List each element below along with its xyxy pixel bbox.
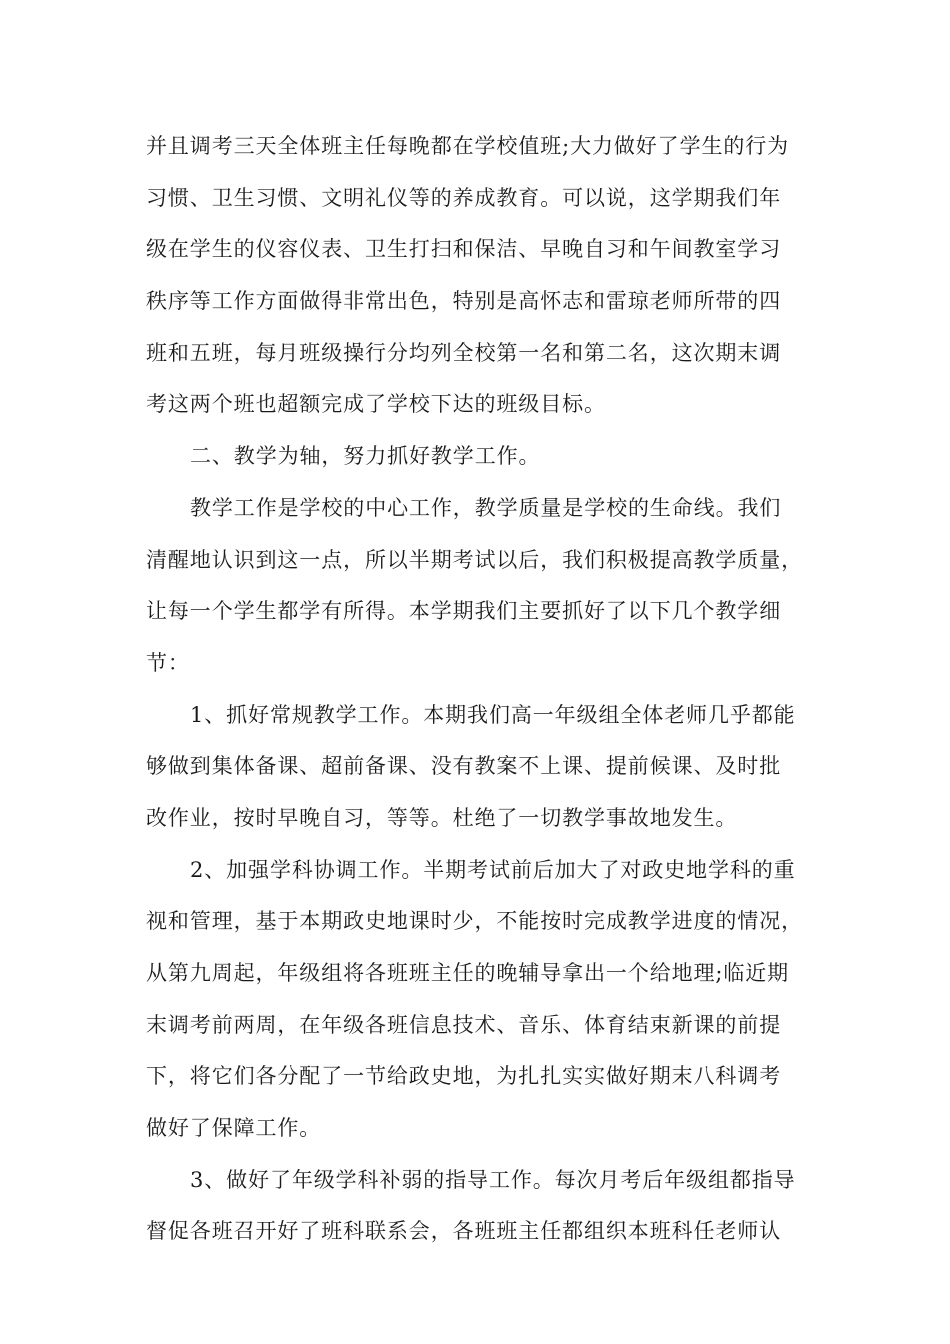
document-body xyxy=(146,130,816,1267)
text-line: 秩序等工作方面做得非常出色，特别是高怀志和雷琼老师所带的四 xyxy=(146,289,782,314)
text-line: 并且调考三天全体班主任每晚都在学校值班;大力做好了学生的行为 xyxy=(146,134,790,158)
text-line: 级在学生的仪容仪表、卫生打扫和保洁、早晚自习和午间教室学习 xyxy=(146,237,782,262)
text-line: 改作业，按时早晚自习，等等。杜绝了一切教学事故地发生。 xyxy=(146,805,738,830)
text-line: 清醒地认识到这一点，所以半期考试以后，我们积极提高教学质量， xyxy=(146,547,803,572)
text-line: 教学工作是学校的中心工作，教学质量是学校的生命线。我们 xyxy=(190,495,782,520)
text-line: 2、加强学科协调工作。半期考试前后加大了对政史地学科的重 xyxy=(190,857,796,882)
text-line: 让每一个学生都学有所得。本学期我们主要抓好了以下几个教学细 xyxy=(146,599,782,624)
text-line: 节： xyxy=(146,650,190,675)
text-line: 3、做好了年级学科补弱的指导工作。每次月考后年级组都指导 xyxy=(190,1167,796,1192)
text-line: 够做到集体备课、超前备课、没有教案不上课、提前候课、及时批 xyxy=(146,754,782,779)
text-line: 督促各班召开好了班科联系会，各班班主任都组织本班科任老师认 xyxy=(146,1219,782,1244)
text-line: 从第九周起，年级组将各班班主任的晚辅导拿出一个给地理;临近期 xyxy=(146,961,790,985)
text-line: 下，将它们各分配了一节给政史地，为扎扎实实做好期末八科调考 xyxy=(146,1064,782,1089)
section-heading: 二、教学为轴，努力抓好教学工作。 xyxy=(190,444,541,469)
text-line: 视和管理，基于本期政史地课时少，不能按时完成教学进度的情况， xyxy=(146,909,803,934)
text-line: 1、抓好常规教学工作。本期我们高一年级组全体老师几乎都能 xyxy=(190,702,796,727)
text-line: 考这两个班也超额完成了学校下达的班级目标。 xyxy=(146,392,606,417)
text-line: 末调考前两周，在年级各班信息技术、音乐、体育结束新课的前提 xyxy=(146,1012,782,1037)
text-line: 习惯、卫生习惯、文明礼仪等的养成教育。可以说，这学期我们年 xyxy=(146,185,782,210)
text-line: 班和五班，每月班级操行分均列全校第一名和第二名，这次期末调 xyxy=(146,340,782,365)
text-line: 做好了保障工作。 xyxy=(146,1116,322,1141)
